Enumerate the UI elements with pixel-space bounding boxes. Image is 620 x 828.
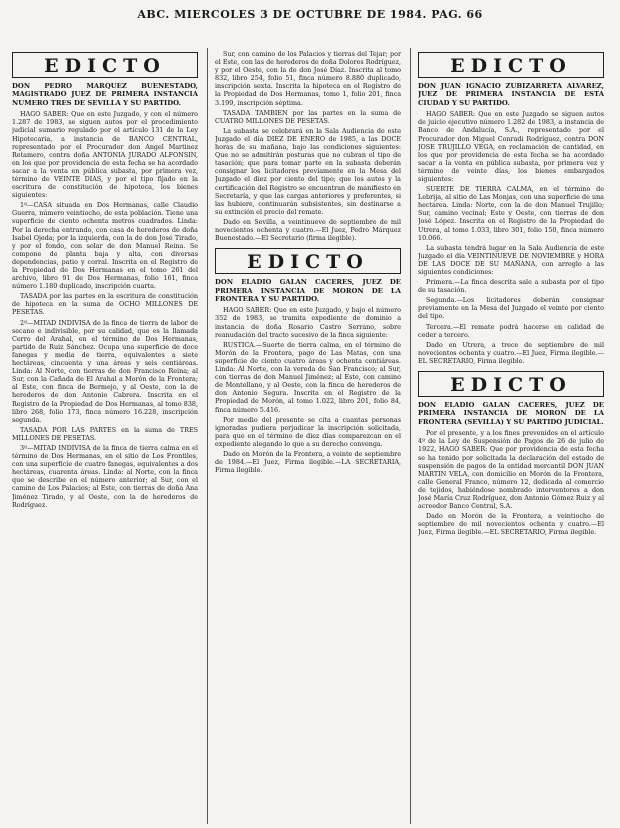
edict-paragraph: 1º—CASA situada en Dos Hermanas, calle Claudio Guerra, número veintiocho, de esta población. Tiene una superficie de ciento ochenta metros cuadrados. Linda: Por la derecha entrando, con casa de herederos de doña Isabel Ojeda; por la izquierda, con la de don José Tirado, y por el fondo, con solar de don Manuel Reina. Se compone de planta baja y alta, con diversas dependencias, patio y corral. Inscrita en el Registro de la Propiedad de Dos Hermanas en el tomo 261 del archivo, libro 91 de Dos Hermanas, folio 161, finca número 1.180 duplicado, inscripción cuarta.	[12, 201, 198, 291]
edict-lead: DON ELADIO GALAN CACERES, JUEZ DE PRIMERA INSTANCIA DE MORON DE LA FRONTERA (SEVILLA) Y SU PARTIDO JUDICIAL.	[418, 401, 604, 426]
edict-title: EDICTO	[418, 52, 604, 78]
edict-paragraph: La subasta se celebrará en la Sala Audiencia de este Juzgado el día DIEZ DE ENERO de 1985, a las DOCE horas de su mañana, bajo las condiciones siguientes: Que no se admitirán posturas que no cubran el tipo de tasación; que para tomar parte en la subasta deberán consignar los licitadores previamente en la Mesa del Juzgado el diez por ciento del tipo; que los autos y la certificación del Registro se encuentran de manifiesto en Secretaría, y que las cargas anteriores y preferentes, si las hubiere, continuarán subsistentes, sin destinarse a su extinción el precio del remate.	[215, 126, 401, 216]
edict-title: EDICTO	[418, 371, 604, 397]
edict-paragraph: Sur, con camino de los Palacios y tierras del Tejar; por el Este, con las de herederos de doña Dolores Rodríguez, y por el Oeste, con la de don José Díaz. Inscrita al tomo 832, libro 254, folio 51, finca número 8.880 duplicado, inscripción sexta. Inscrita la hipoteca en el Registro de la Propiedad de Dos Hermanas, tomo 1, folio 201, finca 3.199, inscripción séptima.	[215, 50, 401, 107]
edict-paragraph: Tercera.—El remate podrá hacerse en calidad de ceder a tercero.	[418, 322, 604, 339]
column-divider	[410, 48, 411, 824]
edict-paragraph: TASADA por las partes en la escritura de constitución de hipoteca en la suma de OCHO MILLONES DE PESETAS.	[12, 292, 198, 317]
edict-paragraph: 2º—MITAD INDIVISA de la finca de tierra de labor de secano e indivisible, por su calidad, que es la llamada Cerro del Arahal, en el término de Dos Hermanas, partido de Ruiz Sánchez. Ocupa una superficie de doce fanegas y media de tierra, equivalentes a siete hectáreas, cincuenta y una áreas y seis centiáreas. Linda: Al Norte, con tierras de don Francisco Reina; al Sur, con la Cañada de El Arahal a Morón de la Frontera; al Este, con finca de Bermejo, y al Oeste, con la de herederos de don Antonio Cabrera. Inscrita en el Registro de la Propiedad de Dos Hermanas, al tomo 838, libro 268, folio 173, finca número 16.228, inscripción segunda.	[12, 318, 198, 424]
edict-paragraph: Dado en Morón de la Frontera, a veinte de septiembre de 1984.—El Juez, Firma ilegible.—LA SECRETARIA, Firma ilegible.	[215, 449, 401, 475]
edict-lead: DON JUAN IGNACIO ZUBIZARRETA ALVAREZ, JUEZ DE PRIMERA INSTANCIA DE ESTA CIUDAD Y SU PARTIDO.	[418, 82, 604, 107]
edict-title: EDICTO	[215, 248, 401, 274]
edict-paragraph: Segunda.—Los licitadores deberán consignar previamente en la Mesa del Juzgado el veinte por ciento del tipo.	[418, 296, 604, 321]
edict-paragraph: HAGO SABER: Que en este Juzgado se siguen autos de juicio ejecutivo número 1.282 de 1983, a instancia de Banco de Andalucía, S.A., representado por el Procurador don Miguel Conradi Rodríguez, contra DON JOSE TRUJILLO VEGA, en reclamación de cantidad, en los que por providencia de esta fecha se ha acordado sacar a la venta en pública subasta, por primera vez y término de veinte días, los bienes embargados siguientes:	[418, 110, 604, 183]
edict-paragraph: Dado en Utrera, a trece de septiembre de mil novecientos ochenta y cuatro.—El Juez, Firma ilegible.—EL SECRETARIO, Firma ilegible.	[418, 340, 604, 365]
edict-paragraph: Por medio del presente se cita a cuantas personas ignoradas pudiera perjudicar la inscripción solicitada, para que en el término de diez días comparezcan en el expediente alegando lo que a su derecho convenga.	[215, 415, 401, 448]
edict-paragraph: Dado en Morón de la Frontera, a veintiocho de septiembre de mil novecientos ochenta y cuatro.—El Juez, Firma ilegible.—EL SECRETARIO, Firma ilegible.	[418, 512, 604, 537]
edict-block	[215, 50, 401, 242]
edict-lead: DON PEDRO MARQUEZ BUENESTADO, MAGISTRADO JUEZ DE PRIMERA INSTANCIA NUMERO TRES DE SEVILLA Y SU PARTIDO.	[12, 82, 198, 107]
edict-paragraph: La subasta tendrá lugar en la Sala Audiencia de este Juzgado el día VEINTINUEVE DE NOVIEMBRE y HORA DE LAS DOCE DE SU MAÑANA, con arreglo a las siguientes condiciones:	[418, 243, 604, 276]
edict-block	[418, 52, 604, 365]
edict-paragraph: 3º—MITAD INDIVISA de la finca de tierra calma en el término de Dos Hermanas, en el sitio de Los Frontiles, con una superficie de cuatro fanegas, equivalentes a dos hectáreas, cuarenta áreas. Linda: al Norte, con la finca que se describe en el número anterior; al Sur, con el camino de Los Palacios; al Este, con tierras de doña Ana Jiménez Tirado, y al Oeste, con la de herederos de Rodríguez.	[12, 443, 198, 509]
edict-lead: DON ELADIO GALAN CACERES, JUEZ DE PRIMERA INSTANCIA DE MORON DE LA FRONTERA Y SU PARTIDO.	[215, 278, 401, 303]
page-header: ABC. MIERCOLES 3 DE OCTUBRE DE 1984. PAG. 66	[137, 8, 483, 21]
edict-paragraph: Por el presente, y a los fines prevenidos en el artículo 4º de la Ley de Suspensión de Pagos de 26 de julio de 1922, HAGO SABER: Que por providencia de esta fecha se ha tenido por solicitada la declaración del estado de suspensión de pagos de la entidad mercantil DON JUAN MARTIN VELA, con domicilio en Morón de la Frontera, calle General Franco, número 12, dedicada al comercio de tejidos, habiéndose nombrado interventores a don José María Cruz Rodríguez, don Antonio Gómez Ruiz y al acreedor Banco Central, S.A.	[418, 429, 604, 511]
edict-paragraph: RUSTICA.—Suerte de tierra calma, en el término de Morón de la Frontera, pago de Las Matas, con una superficie de ciento cuatro áreas y ochenta centiáreas. Linda: Al Norte, con la vereda de San Francisco; al Sur, con tierras de don Manuel Jiménez; al Este, con camino de Montellano, y al Oeste, con la finca de herederos de don Antonio Segura. Inscrita en el Registro de la Propiedad de Morón, al tomo 1.022, libro 201, folio 84, finca número 5.416.	[215, 340, 401, 414]
edict-paragraph: HAGO SABER: Que en este Juzgado, y bajo el número 352 de 1983, se tramita expediente de dominio a instancia de doña Rosario Castro Serrano, sobre reanudación del tracto sucesivo de la finca siguiente:	[215, 306, 401, 339]
edict-paragraph: HAGO SABER: Que en este Juzgado, y con el número 1.287 de 1983, se siguen autos por el procedimiento judicial sumario regulado por el artículo 131 de la Ley Hipotecaria, a instancia de BANCO CENTRAL, representado por el Procurador don Angel Martinez Retamero, contra doña ANTONIA JURADO ALFONSIN, en los que por providencia de esta fecha se ha acordado sacar a la venta en pública subasta, por primera vez, término de VEINTE DIAS, y por el tipo fijado en la escritura de constitución de hipoteca, los bienes siguientes:	[12, 110, 198, 200]
edict-paragraph: TASADA POR LAS PARTES en la suma de TRES MILLONES DE PESETAS.	[12, 425, 198, 442]
edict-block	[215, 248, 401, 474]
column-1	[12, 50, 198, 820]
edict-block	[12, 52, 198, 509]
edict-title: EDICTO	[12, 52, 198, 78]
edict-block	[418, 371, 604, 536]
edict-paragraph: Dado en Sevilla, a veintinueve de septiembre de mil novecientos ochenta y cuatro.—El Juez, Pedro Márquez Buenestado.—El Secretario (firma ilegible).	[215, 217, 401, 243]
column-divider	[207, 48, 208, 824]
edict-paragraph: SUERTE DE TIERRA CALMA, en el término de Lebrija, al sitio de Las Monjas, con una superficie de una hectárea. Linda: Norte, con la de don Manuel Trujillo; Sur, camino vecinal; Este y Oeste, con tierras de don José López. Inscrita en el Registro de la Propiedad de Utrera, al tomo 1.033, libro 301, folio 150, finca número 10.066.	[418, 185, 604, 242]
edict-paragraph: Primera.—La finca descrita sale a subasta por el tipo de su tasación.	[418, 278, 604, 295]
edict-paragraph: TASADA TAMBIEN por las partes en la suma de CUATRO MILLONES DE PESETAS.	[215, 108, 401, 125]
column-2	[215, 50, 401, 820]
column-3	[418, 50, 604, 820]
